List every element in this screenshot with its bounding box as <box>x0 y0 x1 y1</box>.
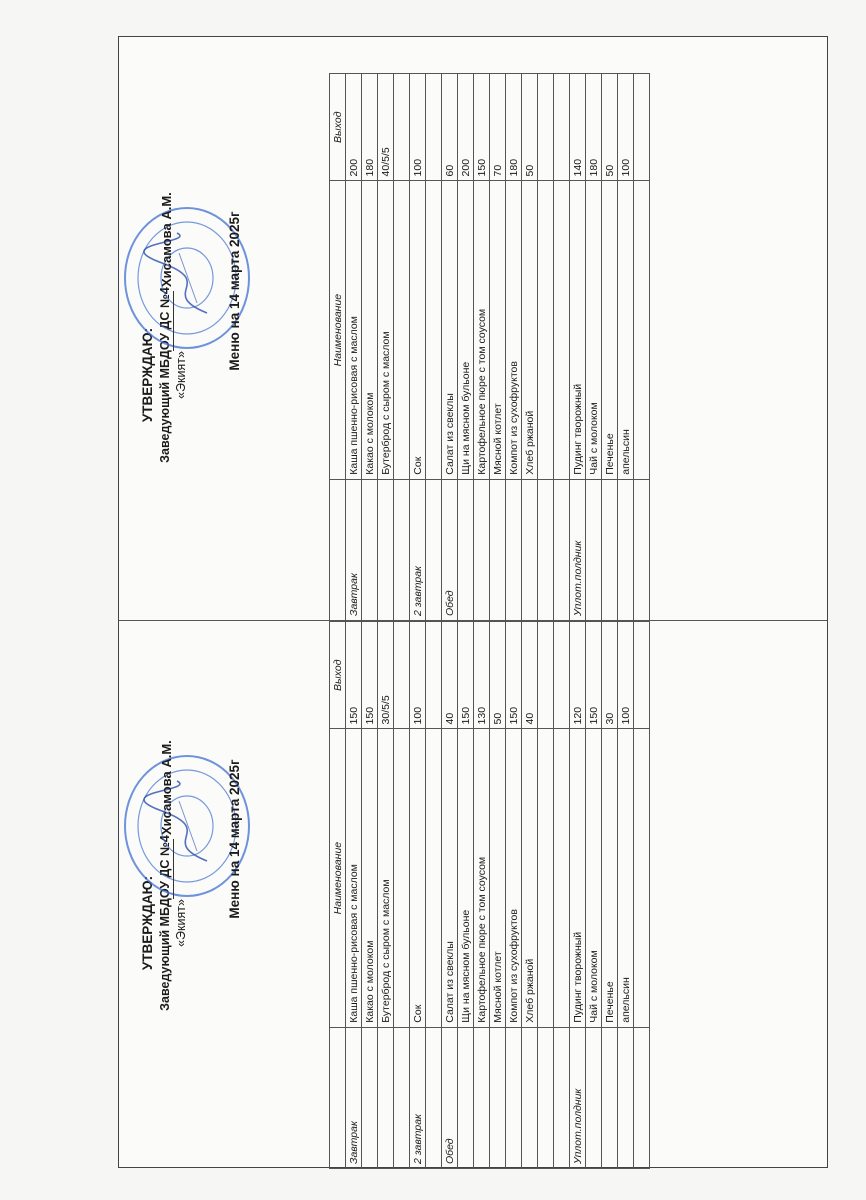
table-row <box>474 74 490 621</box>
meal-cell <box>618 479 634 620</box>
header-name: Наименование <box>330 729 346 1027</box>
menu-header <box>119 621 329 1169</box>
meal-cell <box>362 479 378 620</box>
meal-cell <box>586 479 602 620</box>
approval-org: «Экият» <box>173 899 188 947</box>
meal-cell <box>426 479 442 620</box>
dish-name-cell: Мясной котлет <box>490 729 506 1027</box>
menu-table <box>329 73 650 621</box>
header-yield: Выход <box>330 74 346 181</box>
yield-cell <box>426 622 442 729</box>
meal-cell <box>394 1027 410 1168</box>
dish-name-cell: Хлеб ржаной <box>522 729 538 1027</box>
table-row <box>394 74 410 621</box>
yield-cell: 70 <box>490 74 506 181</box>
table-row <box>458 622 474 1169</box>
menu-header <box>119 73 329 621</box>
table-row <box>378 74 394 621</box>
meal-cell <box>474 1027 490 1168</box>
table-row <box>426 622 442 1169</box>
table-row <box>602 74 618 621</box>
table-row <box>570 622 586 1169</box>
yield-cell: 120 <box>570 622 586 729</box>
meal-cell <box>394 479 410 620</box>
dish-name-cell: Картофельное пюре с том соусом <box>474 181 490 479</box>
header-yield: Выход <box>330 622 346 729</box>
yield-cell: 150 <box>506 622 522 729</box>
table-row <box>474 622 490 1169</box>
meal-cell <box>458 479 474 620</box>
dish-name-cell <box>426 729 442 1027</box>
meal-cell <box>506 1027 522 1168</box>
table-row <box>634 74 650 621</box>
signatory-name: Хисамова А.М. <box>159 192 174 287</box>
header-meal <box>330 1027 346 1168</box>
table-row <box>506 622 522 1169</box>
table-row <box>426 74 442 621</box>
yield-cell: 40 <box>442 622 458 729</box>
table-row <box>522 622 538 1169</box>
table-row <box>410 74 426 621</box>
dish-name-cell: апельсин <box>618 729 634 1027</box>
dish-name-cell <box>634 729 650 1027</box>
menu-block-younger <box>119 621 827 1169</box>
table-row <box>346 74 362 621</box>
meal-cell <box>538 1027 554 1168</box>
yield-cell: 30/5/5 <box>378 622 394 729</box>
dish-name-cell: Печенье <box>602 181 618 479</box>
signature-underline <box>173 839 174 899</box>
table-row <box>618 74 634 621</box>
dish-name-cell: Картофельное пюре с том соусом <box>474 729 490 1027</box>
table-row <box>490 74 506 621</box>
dish-name-cell: Пудинг творожный <box>570 181 586 479</box>
meal-cell <box>490 479 506 620</box>
meal-cell <box>522 1027 538 1168</box>
dish-name-cell <box>554 729 570 1027</box>
yield-cell <box>394 74 410 181</box>
table-row <box>538 74 554 621</box>
table-row <box>410 622 426 1169</box>
dish-name-cell: Щи на мясном бульоне <box>458 181 474 479</box>
dish-name-cell: Каша пшенно-рисовая с маслом <box>346 729 362 1027</box>
yield-cell: 150 <box>346 622 362 729</box>
table-row <box>618 622 634 1169</box>
yield-cell <box>634 622 650 729</box>
dish-name-cell: апельсин <box>618 181 634 479</box>
yield-cell <box>538 622 554 729</box>
table-row <box>394 622 410 1169</box>
yield-cell <box>538 74 554 181</box>
dish-name-cell: Компот из сухофруктов <box>506 181 522 479</box>
dish-name-cell: Пудинг творожный <box>570 729 586 1027</box>
meal-cell <box>586 1027 602 1168</box>
signature-line <box>159 192 174 351</box>
yield-cell: 50 <box>522 74 538 181</box>
yield-cell: 40/5/5 <box>378 74 394 181</box>
meal-cell: Завтрак <box>346 479 362 620</box>
dish-name-cell: Какао с молоком <box>362 729 378 1027</box>
meal-cell: 2 завтрак <box>410 1027 426 1168</box>
dish-name-cell <box>394 729 410 1027</box>
dish-name-cell: Сок <box>410 181 426 479</box>
table-row <box>506 74 522 621</box>
signatory-name: Хисамова А.М. <box>159 740 174 835</box>
yield-cell: 180 <box>362 74 378 181</box>
meal-cell <box>426 1027 442 1168</box>
yield-cell: 150 <box>586 622 602 729</box>
meal-cell <box>634 479 650 620</box>
menu-block-older <box>119 73 827 621</box>
meal-cell: Уплот.полдник <box>570 1027 586 1168</box>
dish-name-cell: Печенье <box>602 729 618 1027</box>
table-row <box>458 74 474 621</box>
yield-cell: 200 <box>346 74 362 181</box>
dish-name-cell <box>538 181 554 479</box>
table-row <box>570 74 586 621</box>
meal-cell <box>522 479 538 620</box>
signature-line <box>159 740 174 899</box>
table-header-row <box>330 622 346 1169</box>
table-row <box>522 74 538 621</box>
yield-cell <box>426 74 442 181</box>
yield-cell <box>634 74 650 181</box>
table-row <box>634 622 650 1169</box>
approval-org: «Экият» <box>173 351 188 399</box>
yield-cell: 100 <box>618 74 634 181</box>
dish-name-cell <box>554 181 570 479</box>
meal-cell: Обед <box>442 479 458 620</box>
meal-cell: Обед <box>442 1027 458 1168</box>
menu-table <box>329 621 650 1169</box>
table-row <box>362 74 378 621</box>
dish-name-cell: Бутерброд с сыром с маслом <box>378 729 394 1027</box>
dish-name-cell <box>426 181 442 479</box>
yield-cell: 50 <box>490 622 506 729</box>
table-row <box>442 74 458 621</box>
yield-cell: 180 <box>506 74 522 181</box>
meal-cell <box>490 1027 506 1168</box>
menu-title: Меню на 14 марта 2025г <box>227 211 242 371</box>
dish-name-cell: Сок <box>410 729 426 1027</box>
table-row <box>442 622 458 1169</box>
dish-name-cell: Бутерброд с сыром с маслом <box>378 181 394 479</box>
meal-cell <box>362 1027 378 1168</box>
yield-cell <box>554 622 570 729</box>
dish-name-cell: Каша пшенно-рисовая с маслом <box>346 181 362 479</box>
yield-cell <box>554 74 570 181</box>
meal-cell: Завтрак <box>346 1027 362 1168</box>
dish-name-cell <box>634 181 650 479</box>
dish-name-cell <box>394 181 410 479</box>
meal-cell <box>554 479 570 620</box>
meal-cell <box>554 1027 570 1168</box>
dish-name-cell: Компот из сухофруктов <box>506 729 522 1027</box>
dish-name-cell: Салат из свеклы <box>442 729 458 1027</box>
approval-title: УТВЕРЖДАЮ: <box>140 875 155 971</box>
dish-name-cell: Чай с молоком <box>586 181 602 479</box>
approval-position: Заведующий МБДОУ ДС №4 <box>157 287 172 463</box>
yield-cell: 40 <box>522 622 538 729</box>
yield-cell: 150 <box>362 622 378 729</box>
table-row <box>554 74 570 621</box>
meal-cell <box>474 479 490 620</box>
table-row <box>586 74 602 621</box>
dish-name-cell <box>538 729 554 1027</box>
yield-cell: 200 <box>458 74 474 181</box>
meal-cell <box>634 1027 650 1168</box>
meal-cell <box>506 479 522 620</box>
menu-sheet <box>118 36 828 1168</box>
yield-cell: 140 <box>570 74 586 181</box>
table-row <box>346 622 362 1169</box>
meal-cell: 2 завтрак <box>410 479 426 620</box>
table-header-row <box>330 74 346 621</box>
header-meal <box>330 479 346 620</box>
meal-cell <box>378 479 394 620</box>
table-row <box>586 622 602 1169</box>
dish-name-cell: Щи на мясном бульоне <box>458 729 474 1027</box>
yield-cell: 100 <box>410 622 426 729</box>
yield-cell: 50 <box>602 74 618 181</box>
table-row <box>378 622 394 1169</box>
yield-cell: 100 <box>410 74 426 181</box>
header-name: Наименование <box>330 181 346 479</box>
signature-underline <box>173 291 174 351</box>
dish-name-cell: Чай с молоком <box>586 729 602 1027</box>
yield-cell: 100 <box>618 622 634 729</box>
yield-cell: 180 <box>586 74 602 181</box>
meal-cell <box>538 479 554 620</box>
meal-cell <box>378 1027 394 1168</box>
meal-cell <box>602 479 618 620</box>
yield-cell: 30 <box>602 622 618 729</box>
menu-title: Меню на 14 марта 2025г <box>227 759 242 919</box>
yield-cell <box>394 622 410 729</box>
dish-name-cell: Мясной котлет <box>490 181 506 479</box>
table-row <box>602 622 618 1169</box>
table-row <box>554 622 570 1169</box>
meal-cell <box>618 1027 634 1168</box>
meal-cell: Уплот.полдник <box>570 479 586 620</box>
table-row <box>362 622 378 1169</box>
approval-position: Заведующий МБДОУ ДС №4 <box>157 835 172 1011</box>
meal-cell <box>458 1027 474 1168</box>
meal-cell <box>602 1027 618 1168</box>
dish-name-cell: Салат из свеклы <box>442 181 458 479</box>
yield-cell: 150 <box>474 74 490 181</box>
dish-name-cell: Хлеб ржаной <box>522 181 538 479</box>
yield-cell: 150 <box>458 622 474 729</box>
table-row <box>538 622 554 1169</box>
approval-title: УТВЕРЖДАЮ: <box>140 327 155 423</box>
table-row <box>490 622 506 1169</box>
yield-cell: 130 <box>474 622 490 729</box>
yield-cell: 60 <box>442 74 458 181</box>
dish-name-cell: Какао с молоком <box>362 181 378 479</box>
